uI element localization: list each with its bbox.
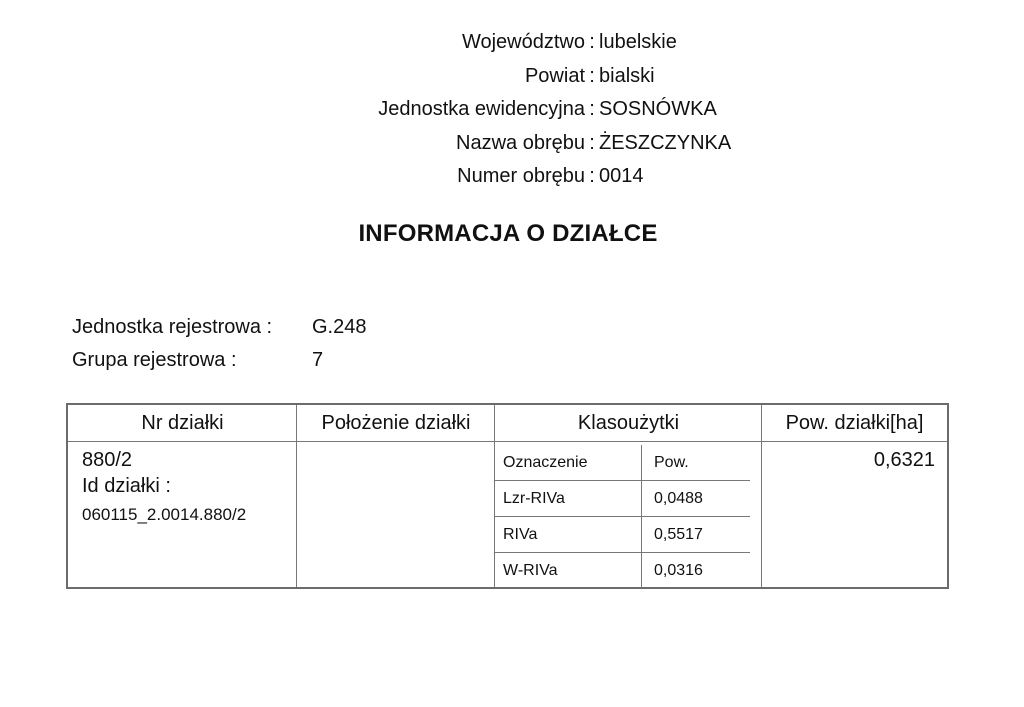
parcel-id-label: Id działki :	[82, 475, 171, 497]
header-row-unit	[0, 93, 1024, 127]
header-label: Powiat	[524, 64, 585, 87]
header-row-precinct-number	[0, 160, 1024, 194]
header-label: Jednostka ewidencyjna	[378, 98, 585, 121]
header-value: 0014	[599, 165, 644, 188]
land-use-header-area: Pow.	[654, 453, 689, 471]
land-use-row	[495, 553, 750, 588]
parcel-area: 0,6321	[873, 449, 935, 471]
header-separator: :	[589, 64, 595, 87]
registry-group-row	[72, 344, 366, 377]
land-use-area: 0,0316	[654, 561, 703, 579]
header-parcel-area: Pow. działki[ha]	[785, 411, 924, 434]
document-title: INFORMACJA O DZIAŁCE	[358, 220, 658, 247]
registry-unit-row	[72, 311, 366, 344]
land-use-table	[495, 445, 750, 588]
header-label: Numer obrębu	[457, 165, 585, 188]
header-row-voivodeship	[0, 26, 1024, 60]
header-row-county	[0, 60, 1024, 94]
header-label: Województwo	[461, 31, 585, 54]
parcel-id: 060115_2.0014.880/2	[82, 505, 247, 524]
registry-group-label: Grupa rejestrowa :	[72, 349, 237, 371]
land-use-code: Lzr-RIVa	[495, 481, 642, 516]
land-use-area: 0,0488	[654, 489, 703, 507]
header-separator: :	[589, 131, 595, 154]
parcel-table	[66, 403, 949, 589]
header-parcel-number: Nr działki	[141, 411, 224, 434]
header-row-precinct-name	[0, 127, 1024, 161]
registry-info	[72, 311, 366, 377]
header-separator: :	[589, 165, 595, 188]
land-use-header-code: Oznaczenie	[495, 445, 642, 480]
header-label: Nazwa obrębu	[456, 131, 585, 154]
header-value: ŻESZCZYNKA	[599, 131, 732, 154]
header-parcel-location: Położenie działki	[321, 411, 471, 434]
header-value: bialski	[599, 64, 655, 87]
header-value: SOSNÓWKA	[599, 98, 717, 121]
land-use-code: RIVa	[495, 517, 642, 552]
header-separator: :	[589, 31, 595, 54]
parcel-number: 880/2	[82, 449, 133, 471]
header-separator: :	[589, 98, 595, 121]
header-land-use: Klasoużytki	[577, 411, 680, 434]
location-header	[0, 26, 1024, 194]
land-use-area: 0,5517	[654, 525, 703, 543]
land-use-row	[495, 517, 750, 553]
registry-unit-label: Jednostka rejestrowa :	[72, 316, 273, 338]
land-use-row	[495, 481, 750, 517]
land-use-header-row	[495, 445, 750, 481]
land-use-code: W-RIVa	[495, 553, 642, 588]
registry-unit-value: G.248	[312, 316, 367, 338]
registry-group-value: 7	[312, 349, 324, 371]
header-value: lubelskie	[599, 31, 677, 54]
